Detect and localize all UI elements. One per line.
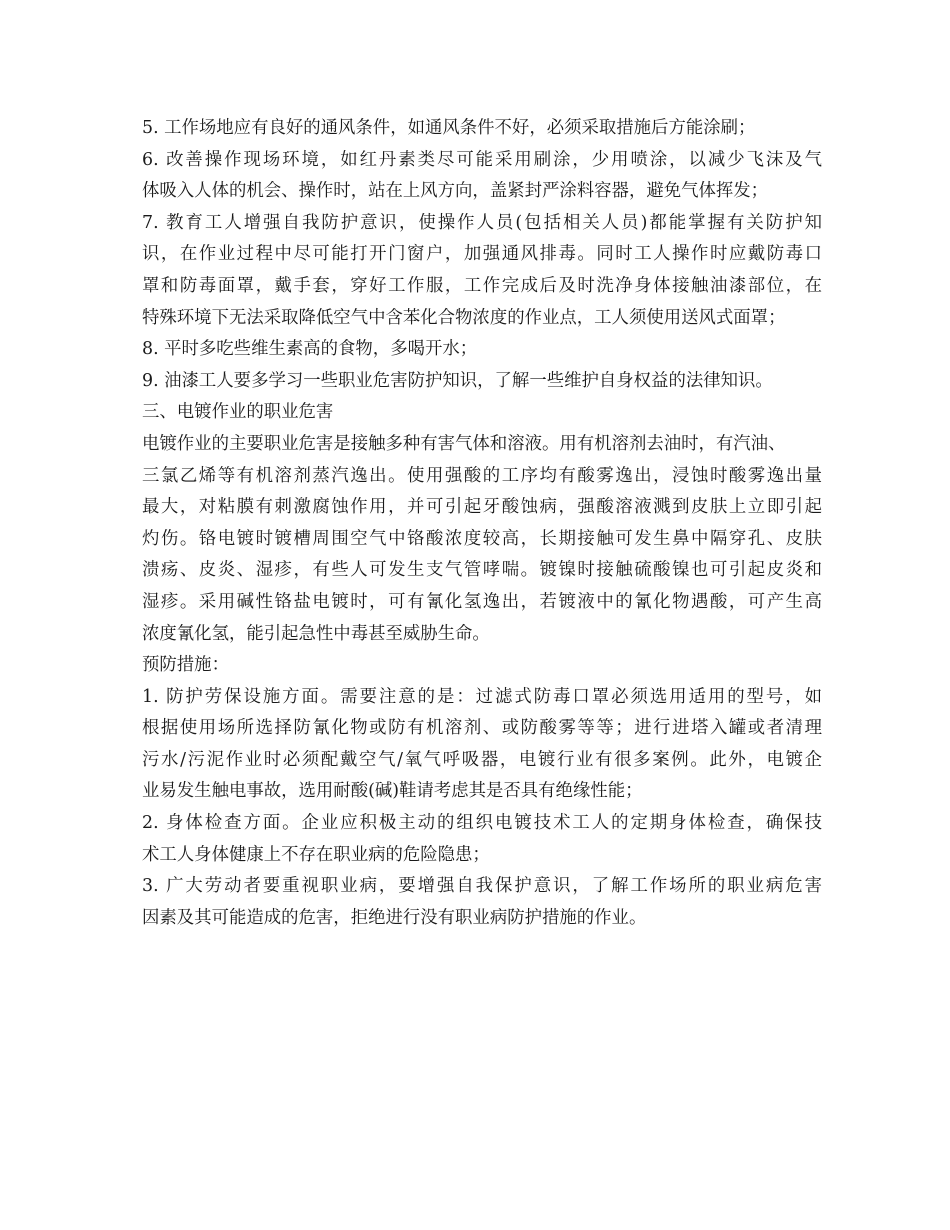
text-line: 术工人身体健康上不存在职业病的危险隐患； — [142, 844, 490, 865]
text-line: 5. 工作场地应有良好的通风条件，如通风条件不好，必须采取措施后方能涂刷； — [142, 118, 756, 138]
text-line: 最大，对粘膜有刺激腐蚀作用，并可引起牙酸蚀病，强酸溶液溅到皮肤上立即引起 — [142, 497, 822, 518]
text-line: 电镀作业的主要职业危害是接触多种有害气体和溶液。用有机溶剂去油时，有汽油、 — [142, 433, 786, 454]
text-line: 浓度氰化氢，能引起急性中毒甚至威胁生命。 — [142, 623, 490, 644]
text-line: 罩和防毒面罩，戴手套，穿好工作服，工作完成后及时洗净身体接触油漆部位，在 — [142, 275, 822, 296]
text-line: 灼伤。铬电镀时镀槽周围空气中铬酸浓度较高，长期接触可发生鼻中隔穿孔、皮肤 — [142, 528, 822, 549]
text-line: 3. 广大劳动者要重视职业病，要增强自我保护意识，了解工作场所的职业病危害 — [142, 876, 822, 897]
text-line: 业易发生触电事故，选用耐酸(碱)鞋请考虑其是否具有绝缘性能； — [142, 781, 643, 802]
text-line: 预防措施： — [142, 655, 229, 676]
text-line: 溃疡、皮炎、湿疹，有些人可发生支气管哮喘。镀镍时接触硫酸镍也可引起皮炎和 — [142, 560, 822, 581]
text-line: 特殊环境下无法采取降低空气中含苯化合物浓度的作业点，工人须使用送风式面罩； — [142, 307, 786, 328]
text-line: 三氯乙烯等有机溶剂蒸汽逸出。使用强酸的工序均有酸雾逸出，浸蚀时酸雾逸出量 — [142, 465, 822, 486]
text-line: 三、电镀作业的职业危害 — [142, 402, 334, 423]
text-line: 8. 平时多吃些维生素高的食物，多喝开水； — [142, 339, 478, 360]
text-line: 因素及其可能造成的危害，拒绝进行没有职业病防护措施的作业。 — [142, 907, 647, 928]
text-line: 体吸入人体的机会、操作时，站在上风方向，盖紧封严涂料容器，避免气体挥发； — [142, 181, 769, 202]
text-line: 污水/污泥作业时必须配戴空气/氧气呼吸器，电镀行业有很多案例。此外，电镀企 — [142, 749, 822, 770]
text-line: 湿疹。采用碱性铬盐电镀时，可有氰化氢逸出，若镀液中的氰化物遇酸，可产生高 — [142, 591, 822, 612]
text-line: 6. 改善操作现场环境，如红丹素类尽可能采用刷涂，少用喷涂，以减少飞沫及气 — [142, 149, 822, 170]
text-line: 7. 教育工人增强自我防护意识，使操作人员(包括相关人员)都能掌握有关防护知 — [142, 212, 822, 233]
text-line: 2. 身体检查方面。企业应积极主动的组织电镀技术工人的定期身体检查，确保技 — [142, 813, 822, 834]
text-line: 识，在作业过程中尽可能打开门窗户，加强通风排毒。同时工人操作时应戴防毒口 — [142, 244, 822, 265]
text-line: 根据使用场所选择防氰化物或防有机溶剂、或防酸雾等等；进行进塔入罐或者清理 — [142, 718, 822, 739]
document-page — [142, 113, 822, 934]
text-line: 9. 油漆工人要多学习一些职业危害防护知识，了解一些维护自身权益的法律知识。 — [142, 370, 773, 391]
text-line: 1. 防护劳保设施方面。需要注意的是：过滤式防毒口罩必须选用适用的型号，如 — [142, 686, 822, 707]
